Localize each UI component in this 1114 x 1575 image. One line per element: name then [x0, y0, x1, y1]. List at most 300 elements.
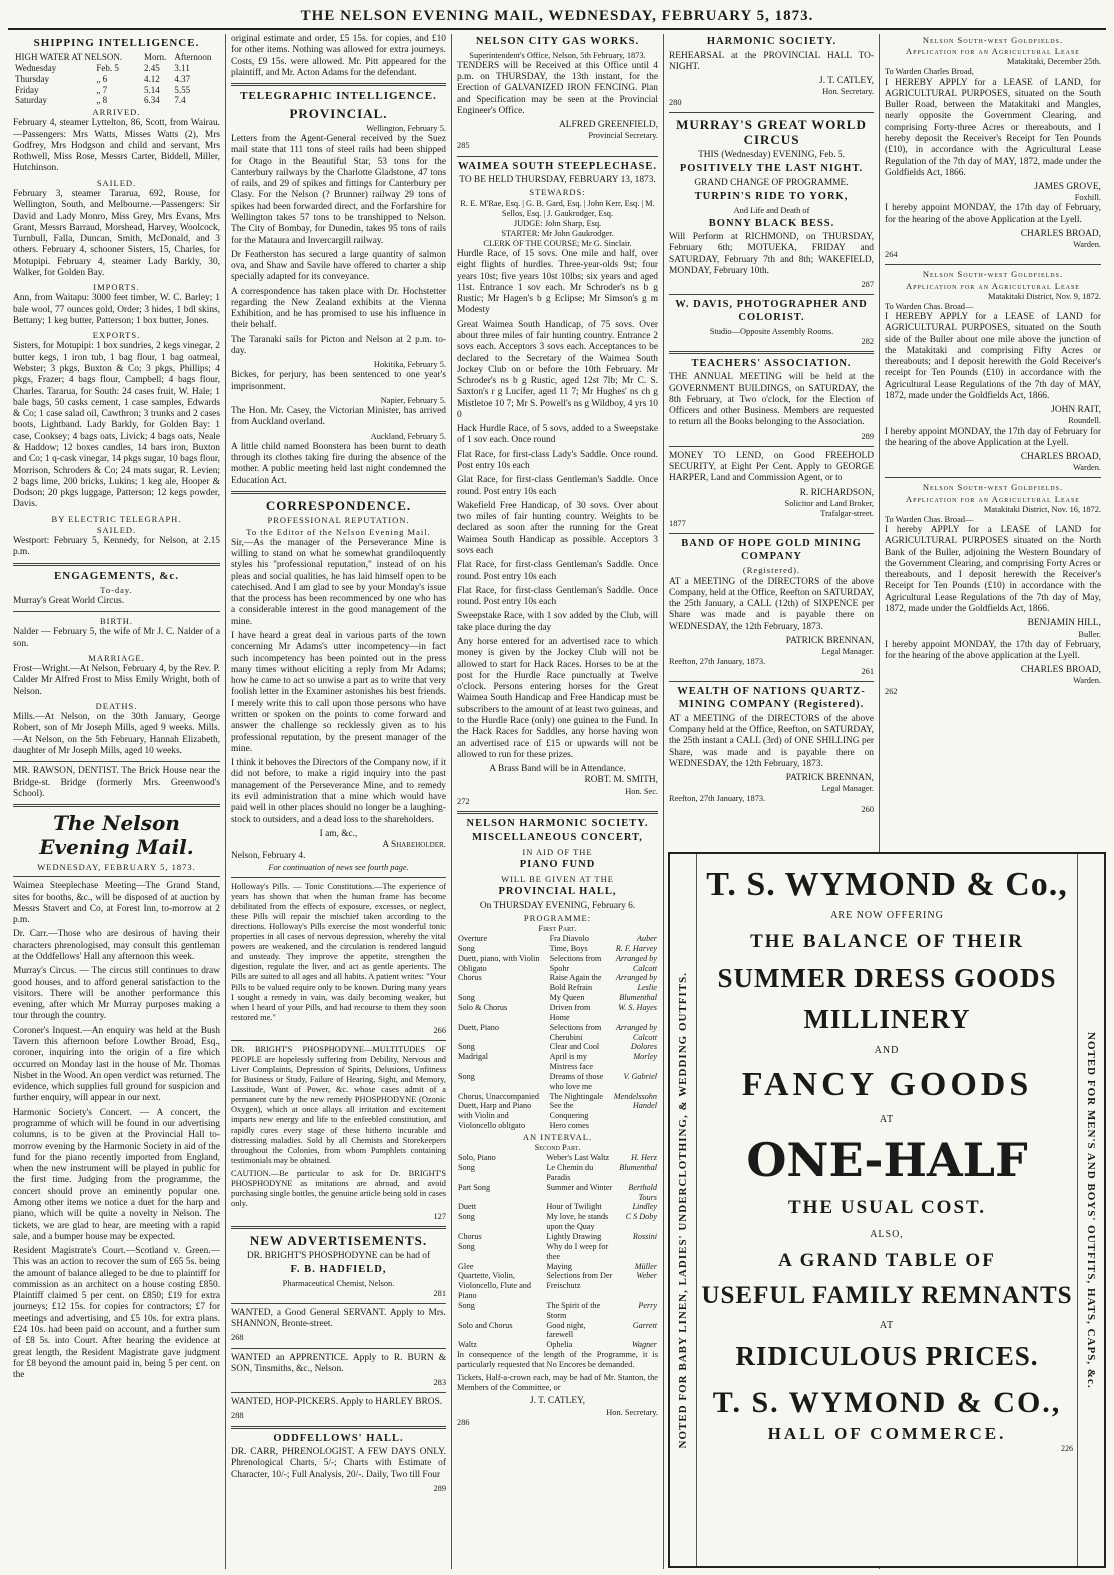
- money-address: Trafalgar-street.: [820, 509, 874, 519]
- wymond-name: T. S. WYMOND & Co.,: [706, 866, 1068, 903]
- hadfield-name: F. B. HADFIELD,: [290, 1264, 387, 1276]
- gas-works-sub: Superintendent's Office, Nelson, 5th February, 1873.: [469, 50, 646, 60]
- programme-row: [457, 1301, 658, 1321]
- wealth-sign: PATRICK BRENNAN,: [785, 773, 874, 784]
- news-item: Dr. Carr.—Those who are desirous of having their characters phrenologised, may consult this gentleman at the Oddfellows' Hall any afternoon this week.: [13, 929, 220, 963]
- gas-works-text: TENDERS will be Received at this Office until 4 p.m. on THURSDAY, the 13th instant, for the Erection of GALVANIZED IRON FENCING. Plan and Specification may be seen at the Provincial Engineer's Office.: [457, 60, 658, 116]
- advert-number: 127: [433, 1212, 446, 1222]
- item-title: Raise Again the Bold Refrain: [549, 973, 602, 993]
- divider: [13, 761, 220, 762]
- item-composer: Auber: [636, 934, 657, 944]
- divider: [231, 877, 446, 878]
- item-type: Part Song: [458, 1182, 491, 1192]
- deaths-text: Mills.—At Nelson, on the 30th January, George Robert, son of Mr Joseph Mills, aged 9 weeks. Mills.—At Nelson, on the 5th February, Hannah Elizabeth, daughter of Mr Joseph Mills, aged 10 weeks.: [13, 712, 220, 757]
- item-type: Quartette, Violin, Violoncello, Flute and Piano: [458, 1271, 531, 1301]
- servant-advert: WANTED, a Good General SERVANT. Apply to Mrs. SHANNON, Bronte-street.: [231, 1307, 446, 1330]
- deaths-heading: DEATHS.: [95, 701, 138, 712]
- dateline-napier: Napier, February 5.: [380, 395, 446, 405]
- programme-row: [457, 1232, 658, 1242]
- programme-row: [457, 1340, 658, 1350]
- imports-heading: IMPORTS.: [93, 282, 140, 293]
- advert-number: 261: [861, 667, 874, 677]
- provincial-hall: PROVINCIAL HALL,: [498, 885, 617, 897]
- telegraph-item: The Hon. Mr. Casey, the Victorian Minister, has arrived from Auckland overland.: [231, 406, 446, 428]
- provincial-heading: PROVINCIAL.: [289, 106, 388, 122]
- advert-number: 289: [861, 431, 874, 441]
- notice-text: I HEREBY APPLY for a LEASE of LAND, for AGRICULTURAL PURPOSES, situated on the South Buller Road, between the Matakitaki and Mangles, nearly opposite the Government Clearing, and comprising Forty-three Acres or thereabouts, and I hereby deposit the Receiver's Receipt for Ten Pounds (£10), in accordance with the Agricultural Lease Regulation of the 7th day of MAY, 1872, made under the Goldfields Act, 1866.: [885, 77, 1101, 178]
- band-of-hope-date: Reefton, 27th January, 1873.: [669, 657, 766, 667]
- divider: [669, 294, 874, 295]
- steeplechase-date: TO BE HELD THURSDAY, FEBRUARY 13, 1873.: [459, 175, 656, 186]
- telegraph-item: Letters from the Agent-General received by the Suez mail state that 111 tons of steel rails had been shipped for Otago in the Beautiful Star, 53 tons for the Canterbury railways by the Charlotte Gladstone, 47 tons of rails, and 29 of spikes and fittings for Canterbury per Clasy. For the Nelson (? Brunner) railway 29 tons of spikes had been forwarded direct, and the Forfarshire for Wellington takes 57 tons to be transhipped to Nelson. The City of Bombay, for Dunedin, takes 95 tons of rails for the Mataura and Invercargill railway.: [231, 133, 446, 246]
- paper-title: The Nelson Evening Mail.: [39, 811, 194, 860]
- item-composer: Mendelssohn: [613, 1091, 657, 1101]
- item-title: Selections from Der Freischutz: [546, 1271, 613, 1291]
- programme-heading: PROGRAMME:: [523, 912, 592, 923]
- tide-table: [13, 52, 220, 106]
- circus-perform: Will Perform at RICHMOND, on THURSDAY, February 6th; MOTUEKA, FRIDAY and SATURDAY, February 7th and 8th; WAKEFIELD, MONDAY, February 10th.: [669, 232, 874, 277]
- programme-row: [457, 1101, 658, 1131]
- notice-text: I hereby APPLY for a LEASE of LAND for AGRICULTURAL PURPOSES situated on the North Bank of the Buller, adjoining the Western Boundary of the Government Clearing, and comprising Forty Acres or thereabouts, and I deposit herewith the Receiver's Receipt for Ten Pounds (£10) in accordance with the Agricultural Lease Regulations of the 7th day of May, 1872, made under the Goldfields Act, 1866.: [885, 525, 1101, 614]
- caution-advert: CAUTION.—Be particular to ask for Dr. BRIGHT'S PHOSPHODYNE as imitations are abroad, and avoid purchasing single bottles, the genuine article being sold in cases only.: [231, 1168, 446, 1209]
- davis-studio: Studio—Opposite Assembly Rooms.: [709, 326, 834, 336]
- item-type: Song: [458, 1300, 475, 1310]
- clerk: CLERK OF THE COURSE; Mr G. Sinclair.: [483, 238, 632, 248]
- shipping-heading: SHIPPING INTELLIGENCE.: [33, 37, 200, 49]
- gas-sign: ALFRED GREENFIELD,: [559, 120, 658, 131]
- item-composer: Müller: [634, 1261, 657, 1271]
- notice-to: To Warden Chas. Broad—: [885, 514, 974, 524]
- item-composer: W. S. Hayes: [618, 1002, 657, 1012]
- programme-row: [457, 1271, 658, 1301]
- advert-number: 272: [457, 796, 470, 806]
- tide-row: [13, 95, 220, 106]
- item-title: Driven from Home: [549, 1002, 591, 1022]
- item-type: Song: [458, 943, 475, 953]
- wealth-heading: WEALTH OF NATIONS QUARTZ-MINING COMPANY (Registered).: [677, 686, 866, 711]
- second-part-table: [457, 1153, 658, 1350]
- item-composer: R. F. Harvey: [615, 943, 657, 953]
- goldfields-heading: Nelson South-west Goldfields.: [922, 35, 1064, 45]
- wealth-sign-title: Legal Manager.: [821, 784, 874, 794]
- continuation-note: For continuation of news see fourth page.: [268, 862, 409, 872]
- divider: [231, 83, 446, 86]
- advert-number: 288: [231, 1411, 244, 1421]
- divider: [669, 446, 874, 447]
- advert-number: 287: [861, 280, 874, 290]
- gas-works-heading: NELSON CITY GAS WORKS.: [475, 36, 640, 47]
- tide-row: [13, 63, 220, 74]
- programme-row: [457, 1092, 658, 1102]
- exports-text: Sisters, for Motupipi: 1 box sundries, 2 kegs vinegar, 2 butter kegs, 1 iron tub, 1 bag flour, 1 bag oatmeal, Webster; 3 pkgs, Buxton & Co; 3 pkgs, Phillips; 4 pkgs, Frazer; 4 bags flour, Campbell; 4 bags flour, Charles. Tararua, for South: 24 cases fruit, W. Hale; 1 bale bags, 50 casks cement, 1 case samples, Edwards & Co; 1 case salad oil, Cawthron; 3 trunks and 2 cases boots, Lightband. Lady Barkly, for Golden Bay: 1 case, Cooksey; 4 bags oats, Livick; 4 bags oats, Neale & Haddow; 12 boxes candles, 14 bars iron, Buxton and Co; 1 q-cask vinegar, 14 pkgs sugar, 10 bags flour, Morrison, Schroders & Co; 24 mats sugar, R. Levien; 2 bags lime, 200 bricks, Lukins; 1 keg ale, Hooper & Dodson; 20 pkgs luggage, Patterson; 12 kegs powder, Davis.: [13, 341, 220, 510]
- divider: [13, 804, 220, 807]
- divider: [13, 563, 220, 566]
- tide-afternoon: 3.11: [174, 62, 190, 73]
- new-advertisements-heading: NEW ADVERTISEMENTS.: [249, 1233, 428, 1249]
- marriage-text: Frost—Wright.—At Nelson, February 4, by the Rev. P. Calder Mr Alfred Frost to Miss Emily Wright, both of Nelson.: [13, 664, 220, 697]
- tide-header-afternoon: Afternoon: [174, 52, 212, 63]
- telegraph-item: Dr Featherston has secured a large quantity of salmon ova, and Shaw and Savile have offered to charter a ship specially adapted for its conveyance.: [231, 249, 446, 283]
- item-title: Selections from Cherubini: [549, 1022, 602, 1042]
- news-item: Murray's Circus. — The circus still continues to draw good houses, and to afford general satisfaction to the visitors. There will be another performance this evening, after which Mr Murray purposes making a tour through the country.: [13, 966, 220, 1022]
- item-title: Clear and Cool: [549, 1042, 600, 1052]
- steeplechase-heading: WAIMEA SOUTH STEEPLECHASE.: [457, 160, 657, 172]
- programme-row: [457, 1153, 658, 1163]
- notice-date: Matakitaki, December 25th.: [1007, 57, 1101, 67]
- teachers-heading: TEACHERS' ASSOCIATION.: [691, 357, 852, 369]
- programme-row: [457, 944, 658, 954]
- circus-this: THIS (Wednesday) EVENING, Feb. 5.: [698, 149, 845, 160]
- divider: [231, 1392, 446, 1393]
- wymond-advert: [668, 852, 1106, 1568]
- advert-number: 264: [885, 250, 898, 260]
- item-type: Solo and Chorus: [458, 1320, 513, 1330]
- imports-text: Ann, from Waitapu: 3000 feet timber, W. C. Barley; 1 bale wool, 77 ounces gold, Order; 3 hides, 1 bdl skins, Bettany; 1 keg butter, Patterson; 1 box butter, Jones.: [13, 293, 220, 326]
- dateline-hokitika: Hokitika, February 5.: [373, 360, 446, 370]
- notice-appoint: I hereby appoint MONDAY, the 17th day of February, for the hearing of the above Application at the Lyell.: [885, 203, 1101, 225]
- engagements-sub: To-day.: [100, 584, 133, 595]
- first-part-table: [457, 934, 658, 1131]
- wealth-text: AT a MEETING of the DIRECTORS of the above Company held at the Office, Reefton, on SATURDAY, the 25th instant a CALL (3rd) of ONE SHILLING per Share, was made and is payable there on WEDNESDAY, the 12th February, 1873.: [669, 713, 875, 769]
- steeplechase-sign: ROBT. M. SMITH,: [584, 775, 658, 786]
- divider: [669, 533, 874, 534]
- item-composer: [614, 1242, 658, 1262]
- item-composer: Blumenthal: [619, 1163, 657, 1173]
- item-type: Song: [458, 993, 475, 1003]
- wymond-left-banner: [670, 854, 696, 1566]
- programme-row: [457, 1183, 658, 1203]
- divider: [885, 264, 1101, 265]
- programme-row: [457, 1202, 658, 1212]
- concert-title: MISCELLANEOUS CONCERT,: [472, 832, 643, 844]
- notice-text: I HEREBY APPLY for a LEASE of LAND for AGRICULTURAL PURPOSES, situated on the South side of the Buller about one mile above the junction of the Matakitaki and comprising Fifty Acres or thereabouts; and I deposit herewith the Gold Receiver's receipt for Ten Pounds (£10) in accordance with the Agricultural Lease Regulations of the 7th day of MAY, 1872, made under the Goldfields Act, 1866.: [885, 311, 1101, 401]
- band-of-hope-sub: (Registered).: [742, 565, 801, 576]
- advert-number: 226: [1061, 1444, 1073, 1453]
- tide-header-row: [13, 52, 220, 63]
- circus-turpin: TURPIN'S RIDE TO YORK,: [694, 190, 849, 202]
- tide-day: Friday: [15, 84, 39, 95]
- warden-name: CHARLES BROAD,: [1020, 228, 1101, 239]
- tickets-note: Tickets, Half-a-crown each, may be had of Mr. Stanton, the Members of the Committee, or: [457, 1373, 658, 1393]
- notice-name: BENJAMIN HILL,: [1027, 618, 1101, 629]
- item-composer: Rossini: [632, 1231, 657, 1241]
- tide-header-morn: Morn.: [143, 52, 167, 63]
- column-2: [226, 34, 452, 1569]
- birth-heading: BIRTH.: [99, 616, 134, 627]
- phrenologist-advert: DR. CARR, PHRENOLOGIST. A FEW DAYS ONLY. Phrenological Charts, 5/-; Charts with Estimate of Character, 10/-; Full Analysis, 20/-. Daily, Two till Four: [231, 1447, 446, 1480]
- programme-row: [457, 1003, 658, 1023]
- item-composer: Blumenthal: [619, 993, 657, 1003]
- advert-number: 1877: [669, 519, 686, 529]
- notice-name: JAMES GROVE,: [1034, 182, 1101, 193]
- encore-note: In consequence of the length of the Programme, it is particularly requested that No Encores be demanded.: [457, 1350, 658, 1370]
- circus-last-night: POSITIVELY THE LAST NIGHT.: [679, 163, 864, 175]
- item-composer: Lindley: [632, 1202, 657, 1212]
- marriage-heading: MARRIAGE.: [88, 652, 145, 663]
- column-3: [452, 34, 664, 1569]
- item-type: Waltz: [458, 1340, 477, 1350]
- programme-row: [457, 1163, 658, 1183]
- letter-paragraph: I think it behoves the Directors of the Company now, if it did not before, to make a rigid inquiry into the past management of the Perseverance Mine, and to remedy its evil administration that a mine which would have paid well in other places should no longer be a laughing-stock to outsiders, and a dead loss to the shareholders.: [231, 758, 446, 825]
- item-composer: Berthold Tours: [628, 1182, 657, 1202]
- telegraph-item: A correspondence has taken place with Dr. Hochstetter regarding the New Zealand exhibits at the Vienna Exhibition, and he has promised to use his influence in their behalf.: [231, 286, 446, 331]
- item-composer: Weber: [636, 1271, 657, 1281]
- programme-row: [457, 954, 658, 974]
- item-type: Song: [458, 1241, 475, 1251]
- wymond-at: AT: [879, 1114, 895, 1125]
- davis-advert: W. DAVIS, PHOTOGRAPHER AND COLORIST.: [675, 299, 868, 323]
- warden-title: Warden.: [1073, 463, 1101, 473]
- race-entry: Hack Hurdle Race, of 5 sovs, added to a Sweepstake of 1 sov each. Once round: [457, 424, 658, 446]
- telegraph-item: Bickes, for perjury, has been sentenced to one year's imprisonment.: [231, 370, 446, 392]
- item-title: Dreams of those who love me: [549, 1071, 604, 1091]
- tide-day: Thursday: [15, 73, 49, 84]
- wymond-ridiculous: RIDICULOUS PRICES.: [735, 1341, 1039, 1371]
- item-title: My Queen: [549, 993, 585, 1003]
- item-type: Song: [458, 1163, 475, 1173]
- wymond-millinery: MILLINERY: [803, 1004, 971, 1034]
- tide-morn: 4.12: [143, 73, 160, 84]
- item-title: Why do I weep for thee: [546, 1241, 609, 1261]
- wealth-date: Reefton, 27th January, 1873.: [669, 794, 766, 804]
- rawson-advert: MR. RAWSON, DENTIST. The Brick House near the Bridge-st. Bridge (formerly Mrs. Greenwood's School).: [13, 766, 220, 799]
- circus-change: GRAND CHANGE OF PROGRAMME.: [694, 177, 849, 188]
- item-title: Time, Boys: [549, 943, 588, 953]
- advert-number: 281: [433, 1288, 446, 1298]
- divider: [13, 611, 220, 612]
- item-type: Song: [458, 1212, 475, 1222]
- item-type: Madrigal: [458, 1052, 489, 1062]
- item-composer: C S Doby: [625, 1212, 657, 1222]
- item-type: Solo, Piano: [458, 1153, 496, 1163]
- rehearsal-notice: REHEARSAL at the PROVINCIAL HALL TO-NIGHT.: [669, 50, 874, 72]
- phosphodyne-advert: DR. BRIGHT'S PHOSPHODYNE—MULTITUDES OF PEOPLE are hopelessly suffering from Debility, Nervous and Liver Complaints, Depression of Spirits, Delusions, Unfitness for Business or Study, Failure of Hearing, Sight, and Memory, Lassitude, Want of Power, &c. whose cases admit of a permanent cure by the new remedy PHOSPHODYNE (Ozonic Oxygen), which at once allays all irritation and excitement imparts new energy and life to the enfeebled constitution, and rapidly cures every stage of these hitherto incurable and distressing maladies. Sold by all Chemists and Storekeepers throughout the Colonies, from whom Pamphlets containing testimonials may be obtained.: [231, 1044, 446, 1165]
- item-type: Glee: [458, 1261, 474, 1271]
- item-title: Maying: [546, 1261, 572, 1271]
- interval: AN INTERVAL.: [522, 1131, 593, 1142]
- item-composer: Garrett: [632, 1320, 657, 1330]
- gas-sign-title: Provincial Secretary.: [588, 131, 658, 141]
- circus-bess: BONNY BLACK BESS.: [708, 217, 835, 229]
- item-composer: Perry: [638, 1300, 657, 1310]
- wymond-fancy: FANCY GOODS: [741, 1066, 1033, 1103]
- apprentice-advert: WANTED an APPRENTICE. Apply to R. BURN & SON, Tinsmiths, &c., Nelson.: [231, 1352, 446, 1374]
- divider: [13, 876, 220, 877]
- advert-number: 268: [231, 1333, 244, 1343]
- tide-row: [13, 74, 220, 85]
- item-type: Chorus, Unaccompanied: [458, 1091, 539, 1101]
- second-part-heading: Second Part.: [534, 1143, 581, 1153]
- divider: [231, 1040, 446, 1041]
- concert-given: WILL BE GIVEN AT THE: [501, 873, 614, 884]
- oddfellows-heading: ODDFELLOWS' HALL.: [273, 1432, 404, 1444]
- notice-place: Roundell.: [1068, 416, 1101, 426]
- item-title: Le Chemin du Paradis: [546, 1163, 594, 1182]
- race-entry: Glat Race, for first-class Gentleman's Saddle. Once round. Post entry 10s each: [457, 475, 658, 497]
- advert-number: 289: [433, 1483, 446, 1493]
- item-type: Duett, Harp and Piano with Violin and Violoncello obligato: [458, 1101, 532, 1131]
- item-title: April is my Mistress face: [549, 1052, 594, 1072]
- wymond-grand: A GRAND TABLE OF: [778, 1250, 996, 1271]
- telegraph-sailed: SAILED.: [96, 524, 137, 535]
- wymond-name-bottom: T. S. WYMOND & CO.,: [712, 1386, 1062, 1419]
- harmonic-sign: J. T. CATLEY,: [530, 1396, 585, 1407]
- wymond-one-half: ONE-HALF: [746, 1133, 1028, 1187]
- birth-text: Nalder — February 5, the wife of Mr J. C. Nalder of a son.: [13, 627, 220, 649]
- wymond-usual: THE USUAL COST.: [787, 1197, 987, 1218]
- notice-place: Buller.: [1078, 629, 1101, 639]
- race-entry: Wakefield Free Handicap, of 30 sovs. Over about two miles of fair hunting country. Weights to be declared as soon after the running for the Great Waimea South Handicap as possible. Acceptors 3 sovs each: [457, 500, 658, 556]
- masthead: THE NELSON EVENING MAIL, WEDNESDAY, FEBRUARY 5, 1873.: [8, 6, 1106, 30]
- tide-morn: 2.45: [143, 62, 160, 73]
- advert-number: 266: [433, 1025, 446, 1035]
- advert-number: 260: [861, 804, 874, 814]
- divider: [457, 811, 658, 814]
- tide-date: „ 8: [96, 95, 108, 106]
- notice-place: Foxhill.: [1074, 193, 1101, 203]
- judge: JUDGE: John Sharp, Esq.: [513, 218, 602, 228]
- programme-row: [457, 1052, 658, 1072]
- item-composer: Arranged by Calcott: [615, 953, 657, 973]
- concert-sub: IN AID OF THE: [522, 846, 593, 857]
- tide-afternoon: 5.55: [174, 84, 191, 95]
- item-type: Song: [458, 1071, 475, 1081]
- notice-date: Matakitaki District, Nov. 9, 1872.: [988, 291, 1101, 301]
- item-type: Solo & Chorus: [458, 1002, 508, 1012]
- race-conditions: Any horse entered for an advertised race to which money is given by the Jockey Club will not be allowed to start for Hack Races. Horses to be at the post for the Hurdle Race punctually at Twelve o'clock. Persons entering horses for the Great Waimea South Handicap and Free Handicap must be subscribers to the amount of at least two guineas, and to the Hurdle Race (only) one guinea to the Fund. In the Hack Races for Saddles, any horse having won an advertised race of £15 or upwards will not be allowed to run for these prizes.: [457, 636, 658, 760]
- item-type: Overture: [458, 934, 488, 944]
- wymond-right-text: NOTED FOR MEN'S AND BOYS' OUTFITS, HATS, CAPS, &c.: [1085, 1031, 1097, 1389]
- notice-to: To Warden Charles Broad,: [885, 67, 974, 77]
- goldfields-heading: Nelson South-west Goldfields.: [922, 482, 1064, 493]
- race-entry: Hurdle Race, of 15 sovs. One mile and half, over eight flights of hurdles. Three-year-olds 9st; four years 10st; five years 10st 10lbs; six years and aged 11st. Entrance 1 sov each. Mr Schroder's ns b g Rustic; Mr Hagen's b g Eclipse; Mr Simson's g m Modesty: [457, 248, 658, 316]
- band-of-hope-sign-title: Legal Manager.: [821, 647, 874, 657]
- steeplechase-sign-title: Hon. Sec.: [625, 786, 658, 796]
- warden-name: CHARLES BROAD,: [1020, 452, 1101, 463]
- race-entry: Sweepstake Race, with 1 sov added by the Club, will take place during the day: [457, 611, 658, 633]
- notice-appoint: I hereby appoint MONDAY, the 17th day of February for the hearing of the above Application at the Lyell.: [885, 426, 1101, 448]
- tide-day: Wednesday: [15, 62, 57, 73]
- arrived-heading: ARRIVED.: [92, 107, 141, 118]
- notice-date: Matakitaki District, Nov. 16, 1872.: [983, 504, 1101, 514]
- money-to-lend: MONEY TO LEND, on Good FREEHOLD SECURITY, at Eight Per Cent. Apply to GEORGE HARPER, Land and Commission Agent, or to: [669, 450, 874, 484]
- programme-row: [457, 1262, 658, 1272]
- item-composer: Arranged by Leslie: [615, 973, 657, 993]
- item-type: Chorus: [458, 973, 482, 983]
- divider: [231, 1226, 446, 1229]
- item-title: See the Conquering Hero comes: [549, 1101, 589, 1131]
- warden-title: Warden.: [1073, 676, 1101, 686]
- news-item: Resident Magistrate's Court.—Scotland v. Green.—This was an action to recover the sum of £65 5s. being the amount of balance alleged to be due to plaintiff for commission as an architect on a house costing £850. Plaintiff claimed 5 per cent. on £850; £19 for extra journeys; £12 15s. for copies for contractors; £7 for meetings and advertising, and £5 10s. for extra plans. £24 10s. had been paid on account, and a further sum of £8 5s. into Court. After hearing the evidence at great length, the Resident Magistrate gave judgment for £8 beyond the amount paid in, being 5 per cent. on the: [13, 1246, 220, 1381]
- band-of-hope-text: AT a MEETING of the DIRECTORS of the above Company, held at the Office, Reefton on SATURDAY, the 25th January, a CALL (12th) of SIXPENCE per Share was made and is payable there on WEDNESDAY, the 12th February, 1873.: [669, 576, 874, 632]
- advert-number: 262: [885, 686, 898, 696]
- letter-paragraph: Sir,—As the manager of the Perseverance Mine is willing to stand on what he somewhat grandiloquently styles his "professional reputation," instead of on his pleas and social qualities, he has laid himself open to be catechised. And I am glad to see by your Monday's issue that the process has been recommenced by one who has a considerable interest in the good management of the mine.: [231, 537, 446, 627]
- item-composer: Arranged by Calcott: [615, 1022, 657, 1042]
- circus-life: And Life and Death of: [733, 205, 810, 215]
- item-composer: Wagner: [631, 1340, 657, 1350]
- advert-number: 280: [669, 97, 682, 107]
- programme-row: [457, 1042, 658, 1052]
- wymond-also: ALSO,: [870, 1229, 904, 1240]
- item-title: Ophelia: [546, 1340, 573, 1350]
- harmonic-sign-title: Hon. Secretary.: [606, 1407, 658, 1417]
- hadfield-advert-title: DR. BRIGHT'S PHOSPHODYNE can be had of: [246, 1250, 431, 1261]
- wymond-left-text: NOTED FOR BABY LINEN, LADIES' UNDERCLOTHING, & WEDDING OUTFITS.: [677, 971, 689, 1449]
- item-composer: Handel: [632, 1101, 657, 1111]
- engagements-heading: ENGAGEMENTS, &c.: [53, 569, 180, 582]
- tide-row: [13, 85, 220, 96]
- divider: [669, 112, 874, 113]
- lease-heading: Application for an Agricultural Lease: [906, 46, 1080, 57]
- divider: [669, 351, 874, 354]
- item-title: Selections from Spohr: [549, 953, 602, 973]
- exports-heading: EXPORTS.: [92, 330, 141, 341]
- programme-row: [457, 993, 658, 1003]
- first-part-heading: First Part.: [538, 924, 577, 933]
- notice-name: JOHN RAIT,: [1051, 405, 1101, 416]
- divider: [231, 1426, 446, 1429]
- telegraphic-heading: TELEGRAPHIC INTELLIGENCE.: [240, 90, 437, 103]
- news-item: Harmonic Society's Concert. — A concert, the programme of which will be found in our advertising columns, is to be given at the Provincial Hall to-morrow evening by the Harmonic Society in aid of the fund for the piano recently imported from England, when the new instrument will be played in public for the first time. Judging from the programme, the concert should prove an eminently popular one. Among other items we notice a duet for the harp and piano, which will be quite a novelty in Nelson. The tickets, we are glad to hear, are meeting with a rapid sale, and a bumper house may be expected.: [13, 1107, 220, 1242]
- item-type: Duett, Piano: [458, 1022, 499, 1032]
- hadfield-sub: Pharmaceutical Chemist, Nelson.: [282, 1278, 395, 1288]
- tide-afternoon: 7.4: [174, 95, 186, 106]
- piano-fund: PIANO FUND: [519, 859, 596, 871]
- telegraph-text: Westport: February 5, Kennedy, for Nelson, at 2.15 p.m.: [13, 536, 220, 558]
- item-type: Chorus: [458, 1231, 482, 1241]
- tide-header-label: HIGH WATER AT NELSON.: [15, 52, 123, 63]
- court-continuation: original estimate and order, £5 15s. for copies, and £10 for other items. Nothing was allowed for extra journeys. Costs, £9 15s. were allowed. Mr. Pitt appeared for the plaintiff, and Mr. Acton Adams for the defendant.: [231, 34, 446, 78]
- advert-number: 286: [457, 1417, 470, 1427]
- stewards-heading: STEWARDS:: [529, 187, 586, 198]
- holloway-advert: Holloway's Pills. — Tonic Constitutions.—The experience of years has shown that when the human frame has become debilitated from the effects of exposure, excesses, or neglect, these Pills will repair the mischief taken according to the directions. Holloway's Pills exercise the most wonderful tonic properties in all cases of nervous depression, whereby the vital powers are weakened, and the circulation is rendered languid and unsteady. They improve the appetite, strengthen the digestion, regulate the liver, and act as gentle aperients. The Pills are suited to all ages and all habits. A patient writes: "Your Pills to be valued require only to be known. During many years I sought a remedy in vain, was daily becoming weaker, but when I heard of your Pills, and had recourse to them they soon restored me.": [231, 881, 446, 1022]
- sailed-text: February 3, steamer Tararua, 692, Rouse, for Wellington, South, and Melbourne.—Passengers: Sir David and Lady Monro, Miss Grey, Mrs Evans, Mrs Grant, Messrs Barraud, Morshead, Harvey, Woolcock, Turnbull, Falla, Duncan, Smith, McDonald, and 3 others. February 4, schooner Sisters, 15, Charles, for Motupipi. February 4, steamer Lady Barkly, 30, Walker, for Golden Bay.: [13, 188, 220, 278]
- dateline-wellington: Wellington, February 5.: [366, 123, 446, 133]
- concert-date: On THURSDAY EVENING, February 6.: [479, 900, 636, 911]
- letter-paragraph: I have heard a great deal in various parts of the town concerning Mr Adams's utter incompetency—in fact such incompetency has been pointed out in the press many times without eliciting a reply from Mr Adams; how he came to act so unwise a part as to write that very foolish letter in the Examiner astonishes his best friends. I merely write this to call upon those persons who have written or spoken on the points to come forward and answer the challenge so recklessly given as to his professional reputation, by the present manager of the mine.: [231, 631, 446, 754]
- item-title: My love, he stands upon the Quay: [546, 1212, 609, 1232]
- money-sign: R. RICHARDSON,: [799, 487, 874, 498]
- starter: STARTER: Mr John Gaukrodger.: [501, 228, 614, 238]
- item-composer: H. Herz: [631, 1153, 657, 1163]
- money-sign-title: Solicitor and Land Broker,: [784, 498, 874, 508]
- advert-number: 282: [861, 336, 874, 346]
- news-item: Waimea Steeplechase Meeting—The Grand Stand, sites for booths, &c., will be disposed of at auction by Messrs Stavert and Co, at Forest Inn, to-morrow at 2 p.m.: [13, 881, 220, 926]
- harmonic-heading: NELSON HARMONIC SOCIETY.: [466, 817, 649, 829]
- band-of-hope-sign: PATRICK BRENNAN,: [785, 635, 874, 646]
- arrived-text: February 4, steamer Lyttelton, 86, Scott, from Wairau.—Passengers: Mrs Watts, Misses Watts (2), Mrs Godfrey, Mrs Hodgson and child and servant, Mrs Rothwell, Miss Rose, Messrs Carter, Biddell, Miller, Hutchinson.: [13, 118, 220, 174]
- wymond-offering: ARE NOW OFFERING: [830, 910, 944, 921]
- item-title: The Spirit of the Storm: [546, 1300, 601, 1320]
- circus-title: MURRAY'S GREAT WORLD CIRCUS: [676, 116, 867, 148]
- divider: [231, 1348, 446, 1349]
- hop-pickers-advert: WANTED, HOP-PICKERS. Apply to HARLEY BROS.: [231, 1397, 443, 1408]
- letter-signoff: I am, &c.,: [319, 828, 358, 839]
- programme-row: [457, 1321, 658, 1341]
- dateline-auckland: Auckland, February 5.: [370, 431, 446, 441]
- item-title: Lightly Drawing: [546, 1231, 602, 1241]
- programme-row: [457, 1072, 658, 1092]
- item-composer: Morley: [633, 1052, 657, 1062]
- tide-morn: 5.14: [143, 84, 160, 95]
- rehearsal-sign: J. T. CATLEY,: [819, 76, 874, 87]
- telegraph-item: A little child named Boonstera has been burnt to death through its clothes taking fire during the absence of the mother. A public meeting held last night condemned the Education Act.: [231, 441, 446, 486]
- warden-name: CHARLES BROAD,: [1020, 665, 1101, 676]
- letter-signature: A Shareholder.: [382, 840, 446, 851]
- tide-date: Feb. 5: [96, 62, 119, 73]
- programme-row: [457, 1212, 658, 1232]
- divider: [457, 156, 658, 157]
